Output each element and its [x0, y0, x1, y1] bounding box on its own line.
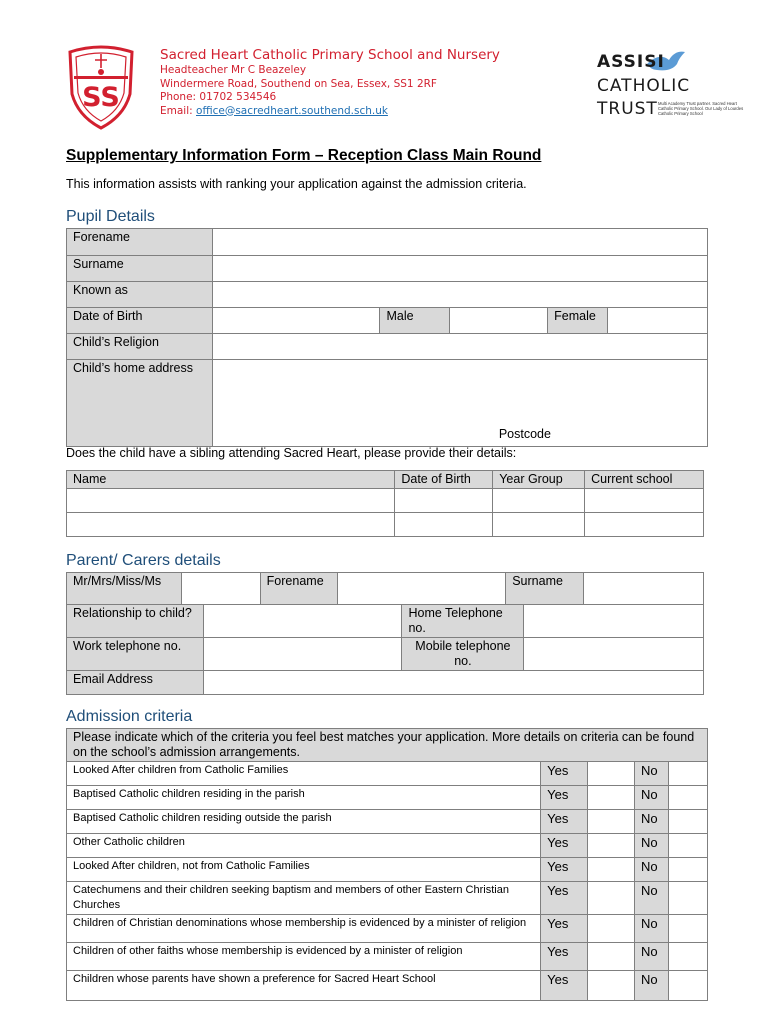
- criteria-row: [67, 810, 708, 834]
- surname-label: Surname: [67, 256, 213, 282]
- criteria-row: [67, 834, 708, 858]
- no-checkbox[interactable]: [669, 786, 708, 810]
- no-label: No: [635, 834, 669, 858]
- yes-label: Yes: [541, 943, 588, 971]
- no-checkbox[interactable]: [669, 971, 708, 1001]
- parent-surname-label: Surname: [506, 573, 584, 605]
- school-crest-logo: [64, 44, 138, 130]
- sibling-school-field[interactable]: [585, 513, 704, 537]
- criteria-instructions: Please indicate which of the criteria you feel best matches your application. More details on criteria can be found on the school’s admission arrangements.: [67, 729, 708, 762]
- sibling-dob-field[interactable]: [395, 513, 493, 537]
- yes-checkbox[interactable]: [588, 810, 635, 834]
- yes-label: Yes: [541, 971, 588, 1001]
- form-intro: This information assists with ranking your application against the admission criteria.: [66, 177, 527, 191]
- admission-criteria-table: [66, 728, 708, 1001]
- female-field[interactable]: [608, 308, 708, 334]
- no-checkbox[interactable]: [669, 943, 708, 971]
- no-checkbox[interactable]: [669, 762, 708, 786]
- criteria-label: Children of Christian denominations whose membership is evidenced by a minister of religion: [67, 915, 541, 943]
- sibling-dob-field[interactable]: [395, 489, 493, 513]
- yes-label: Yes: [541, 810, 588, 834]
- yes-checkbox[interactable]: [588, 971, 635, 1001]
- yes-checkbox[interactable]: [588, 882, 635, 915]
- work-tel-field[interactable]: [203, 638, 402, 671]
- criteria-row: [67, 858, 708, 882]
- criteria-row: [67, 915, 708, 943]
- trust-line-1: ASSISI: [597, 52, 665, 72]
- school-contact-block: [160, 47, 500, 118]
- yes-label: Yes: [541, 786, 588, 810]
- known-as-label: Known as: [67, 282, 213, 308]
- home-tel-field[interactable]: [524, 605, 704, 638]
- no-checkbox[interactable]: [669, 915, 708, 943]
- parent-contact-table: [66, 604, 704, 695]
- parent-forename-label: Forename: [260, 573, 337, 605]
- trust-tagline: Multi Academy Trust partner. Sacred Heart Catholic Primary School. Our Lady of Lourdes Catholic Primary School: [658, 101, 744, 116]
- no-checkbox[interactable]: [669, 810, 708, 834]
- parent-details-heading: Parent/ Carers details: [66, 552, 221, 569]
- sibling-header-dob: Date of Birth: [395, 471, 493, 489]
- crest-text: SS: [82, 82, 120, 113]
- pupil-details-heading: Pupil Details: [66, 208, 155, 225]
- no-label: No: [635, 762, 669, 786]
- relationship-label: Relationship to child?: [67, 605, 204, 638]
- yes-label: Yes: [541, 858, 588, 882]
- no-label: No: [635, 915, 669, 943]
- yes-label: Yes: [541, 762, 588, 786]
- criteria-row: [67, 762, 708, 786]
- title-field[interactable]: [181, 573, 260, 605]
- yes-checkbox[interactable]: [588, 858, 635, 882]
- no-label: No: [635, 858, 669, 882]
- criteria-label: Baptised Catholic children residing outside the parish: [67, 810, 541, 834]
- criteria-label: Catechumens and their children seeking baptism and members of other Eastern Christian Churches: [67, 882, 541, 915]
- mobile-tel-field[interactable]: [524, 638, 704, 671]
- email-address-label: Email Address: [67, 671, 204, 695]
- criteria-row: [67, 971, 708, 1001]
- no-checkbox[interactable]: [669, 834, 708, 858]
- sibling-row: [67, 489, 704, 513]
- sibling-table: [66, 470, 704, 537]
- religion-label: Child’s Religion: [67, 334, 213, 360]
- school-name: Sacred Heart Catholic Primary School and Nursery: [160, 47, 500, 63]
- criteria-label: Other Catholic children: [67, 834, 541, 858]
- no-checkbox[interactable]: [669, 882, 708, 915]
- forename-field[interactable]: [212, 229, 707, 256]
- surname-field[interactable]: [212, 256, 707, 282]
- email-label: Email:: [160, 104, 197, 117]
- known-as-field[interactable]: [212, 282, 707, 308]
- dob-label: Date of Birth: [67, 308, 213, 334]
- relationship-field[interactable]: [203, 605, 402, 638]
- yes-checkbox[interactable]: [588, 943, 635, 971]
- forename-label: Forename: [67, 229, 213, 256]
- criteria-row: [67, 786, 708, 810]
- no-label: No: [635, 882, 669, 915]
- school-phone: Phone: 01702 534546: [160, 91, 277, 103]
- school-email-link[interactable]: office@sacredheart.southend.sch.uk: [196, 104, 388, 117]
- home-tel-label: Home Telephone no.: [402, 605, 524, 638]
- school-address: Windermere Road, Southend on Sea, Essex, SS1 2RF: [160, 77, 437, 90]
- trust-line-2: CATHOLIC: [597, 76, 691, 96]
- criteria-row: [67, 882, 708, 915]
- yes-label: Yes: [541, 882, 588, 915]
- parent-surname-field[interactable]: [584, 573, 704, 605]
- email-address-field[interactable]: [203, 671, 703, 695]
- yes-checkbox[interactable]: [588, 915, 635, 943]
- criteria-label: Looked After children from Catholic Families: [67, 762, 541, 786]
- sibling-header-year: Year Group: [493, 471, 585, 489]
- postcode-label: Postcode: [498, 427, 551, 441]
- sibling-year-field[interactable]: [493, 489, 585, 513]
- sibling-header-school: Current school: [585, 471, 704, 489]
- parent-forename-field[interactable]: [337, 573, 506, 605]
- criteria-row: [67, 943, 708, 971]
- form-title: Supplementary Information Form – Reception Class Main Round: [66, 147, 542, 164]
- no-label: No: [635, 810, 669, 834]
- sibling-name-field[interactable]: [67, 513, 395, 537]
- religion-field[interactable]: [212, 334, 707, 360]
- sibling-school-field[interactable]: [585, 489, 704, 513]
- criteria-label: Looked After children, not from Catholic Families: [67, 858, 541, 882]
- pupil-details-table: [66, 228, 708, 447]
- dob-field[interactable]: [212, 308, 380, 334]
- yes-label: Yes: [541, 915, 588, 943]
- sibling-name-field[interactable]: [67, 489, 395, 513]
- headteacher: Headteacher Mr C Beazeley: [160, 64, 307, 76]
- male-label: Male: [380, 308, 450, 334]
- yes-checkbox[interactable]: [588, 834, 635, 858]
- no-label: No: [635, 786, 669, 810]
- male-field[interactable]: [450, 308, 548, 334]
- no-checkbox[interactable]: [669, 858, 708, 882]
- title-label: Mr/Mrs/Miss/Ms: [67, 573, 182, 605]
- yes-label: Yes: [541, 834, 588, 858]
- trust-line-3: TRUST: [597, 99, 658, 119]
- yes-checkbox[interactable]: [588, 762, 635, 786]
- home-address-field[interactable]: [212, 360, 707, 447]
- criteria-label: Baptised Catholic children residing in the parish: [67, 786, 541, 810]
- sibling-year-field[interactable]: [493, 513, 585, 537]
- sibling-header-name: Name: [67, 471, 395, 489]
- criteria-label: Children of other faiths whose membership is evidenced by a minister of religion: [67, 943, 541, 971]
- no-label: No: [635, 943, 669, 971]
- admission-criteria-heading: Admission criteria: [66, 708, 193, 725]
- criteria-label: Children whose parents have shown a preference for Sacred Heart School: [67, 971, 541, 1001]
- sibling-row: [67, 513, 704, 537]
- home-address-label: Child’s home address: [67, 360, 213, 447]
- no-label: No: [635, 971, 669, 1001]
- mobile-tel-label: Mobile telephone no.: [402, 638, 524, 671]
- female-label: Female: [548, 308, 608, 334]
- parent-name-table: [66, 572, 704, 605]
- work-tel-label: Work telephone no.: [67, 638, 204, 671]
- sibling-question: Does the child have a sibling attending Sacred Heart, please provide their details:: [66, 446, 517, 460]
- yes-checkbox[interactable]: [588, 786, 635, 810]
